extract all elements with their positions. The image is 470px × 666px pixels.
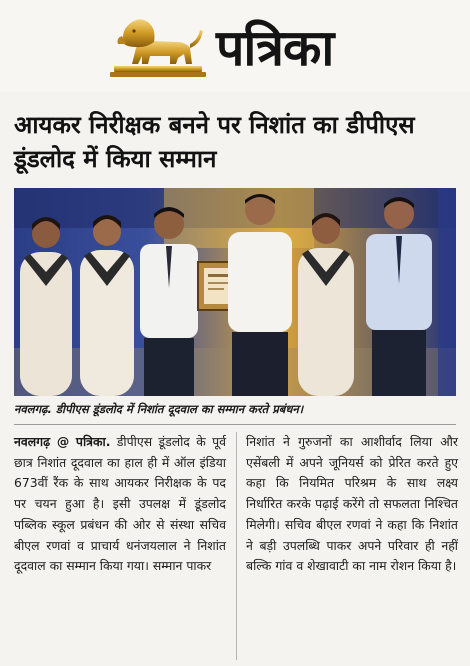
column-2-text: निशांत ने गुरुजनों का आशीर्वाद लिया और एसेंबली में अपने जूनियर्स को प्रेरित करते हुए कहा कि नियमित परिश्रम के साथ लक्ष्य निर्धारित करके पढ़ाई करेंगे तो सफलता निश्चित मिलेगी। सचिव बीएल रणवां ने कहा कि निशांत ने बड़ी उपलब्धि पाकर अपने परिवार ही नहीं बल्कि गांव व शेखावाटी का नाम रोशन किया है। — [246, 434, 458, 574]
newspaper-brand: पत्रिका — [216, 19, 334, 77]
article-column-1 — [14, 432, 226, 577]
caption-divider — [14, 424, 456, 425]
photo-illustration — [14, 188, 456, 396]
lion-emblem-icon — [110, 14, 206, 80]
photo-caption: नवलगढ़. डीपीएस डूंडलोद में निशांत दूदवाल का सम्मान करते प्रबंधन। — [14, 402, 304, 416]
masthead — [0, 0, 470, 92]
article-column-2 — [246, 432, 458, 577]
column-divider — [236, 432, 237, 660]
dateline: नवलगढ़ @ पत्रिका. — [14, 434, 111, 449]
article-headline: आयकर निरीक्षक बनने पर निशांत का डीपीएस डूंडलोद में किया सम्मान — [14, 111, 415, 173]
column-1-text: डीपीएस डूंडलोद के पूर्व छात्र निशांत दूदवाल का हाल ही में ऑल इंडिया 673वीं रैंक के साथ आयकर निरीक्षक के पद पर चयन हुआ है। इसी उपलक्ष में डूंडलोद पब्लिक स्कूल प्रबंधन की ओर से संस्था सचिव बीएल रणवां व प्राचार्य धनंजयलाल ने निशांत दूदवाल का सम्मान किया गया। सम्मान पाकर — [14, 434, 226, 574]
felicitation-photo — [14, 188, 456, 396]
